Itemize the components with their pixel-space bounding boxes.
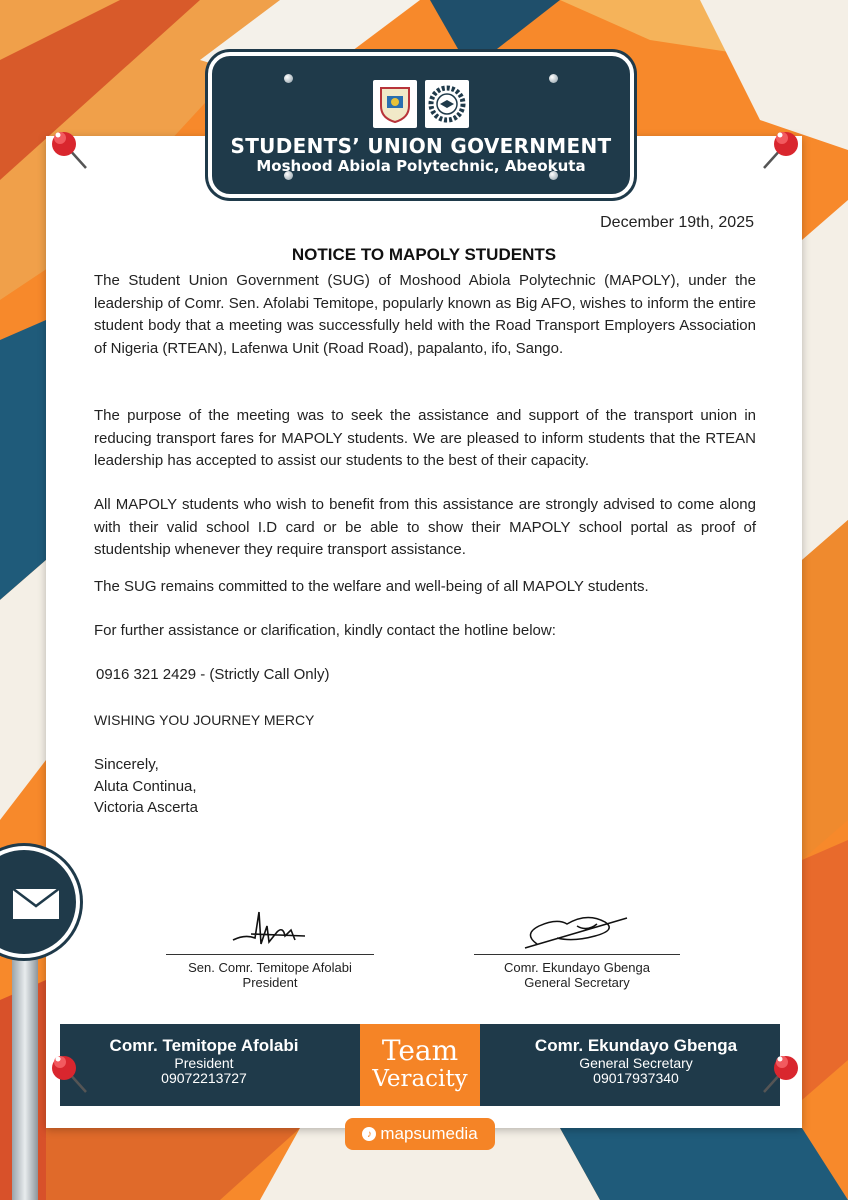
president-contact bbox=[74, 1038, 334, 1086]
header-title: STUDENTS’ UNION GOVERNMENT bbox=[230, 134, 612, 158]
signature-line bbox=[474, 954, 680, 955]
president-contact-name: Comr. Temitope Afolabi bbox=[109, 1036, 299, 1055]
sign-off bbox=[94, 754, 198, 819]
push-pin-icon bbox=[758, 122, 804, 172]
secretary-name: Comr. Ekundayo Gbenga bbox=[504, 960, 650, 975]
president-role: President bbox=[242, 975, 298, 990]
president-signature-block bbox=[166, 904, 374, 990]
secretary-contact-role: General Secretary bbox=[579, 1055, 693, 1071]
envelope-icon bbox=[10, 886, 62, 922]
tiktok-icon: ♪ bbox=[362, 1127, 376, 1141]
sign-off-line: Victoria Ascerta bbox=[94, 799, 198, 816]
team-word: Team bbox=[381, 1034, 459, 1067]
push-pin-icon bbox=[46, 122, 92, 172]
paragraph: The Student Union Government (SUG) of Moshood Abiola Polytechnic (MAPOLY), under the leadership of Comr. Sen. Afolabi Temitope, popularly known as Big AFO, wishes to inform the entire student body that a meeting was successfully held with the Road Transport Employers Association of Nigeria (RTEAN), Lafenwa Unit (Road Road), papalanto, ifo, Sango. bbox=[94, 272, 756, 357]
president-contact-role: President bbox=[174, 1055, 234, 1071]
contact-footer bbox=[60, 1024, 780, 1106]
signature-line bbox=[166, 954, 374, 955]
sug-header-banner bbox=[208, 52, 634, 198]
secretary-signature bbox=[517, 904, 637, 954]
closing-wishes: WISHING YOU JOURNEY MERCY bbox=[94, 712, 315, 728]
hotline-number: 0916 321 2429 - (Strictly Call Only) bbox=[96, 666, 330, 683]
secretary-signature-block bbox=[474, 904, 680, 990]
polytechnic-logo bbox=[425, 80, 469, 128]
push-pin-icon bbox=[46, 1046, 92, 1096]
team-veracity-badge bbox=[360, 1024, 480, 1106]
secretary-contact bbox=[506, 1038, 766, 1086]
secretary-contact-name: Comr. Ekundayo Gbenga bbox=[534, 1036, 738, 1055]
paragraph: All MAPOLY students who wish to benefit from this assistance are strongly advised to come along with their valid school I.D card or be able to show their MAPOLY school portal as proof of studentship whenever they require transport assistance. bbox=[94, 496, 756, 558]
sign-off-line: Aluta Continua, bbox=[94, 777, 197, 795]
signpost-pole bbox=[12, 958, 38, 1200]
paragraph: The purpose of the meeting was to seek the assistance and support of the transport union in reducing transport fares for MAPOLY students. We are pleased to inform students that the RTEAN leadership has accepted to assist our students to the best of their capacity. bbox=[94, 407, 756, 469]
paragraph: For further assistance or clarification, kindly contact the hotline below: bbox=[94, 622, 556, 639]
secretary-role: General Secretary bbox=[524, 975, 630, 990]
logo-row bbox=[212, 80, 630, 128]
paragraph: The SUG remains committed to the welfare and well-being of all MAPOLY students. bbox=[94, 578, 649, 595]
secretary-phone: 09017937340 bbox=[593, 1070, 679, 1086]
veracity-word: Veracity bbox=[372, 1066, 468, 1092]
media-tag bbox=[345, 1118, 495, 1150]
letter-body bbox=[94, 270, 756, 816]
media-handle: mapsumedia bbox=[380, 1124, 478, 1143]
president-phone: 09072213727 bbox=[161, 1070, 247, 1086]
push-pin-icon bbox=[758, 1046, 804, 1096]
president-signature bbox=[225, 904, 315, 954]
sug-logo bbox=[373, 80, 417, 128]
president-name: Sen. Comr. Temitope Afolabi bbox=[188, 960, 352, 975]
sign-off-line: Sincerely, bbox=[94, 756, 159, 773]
notice-title: NOTICE TO MAPOLY STUDENTS bbox=[291, 245, 557, 264]
header-subtitle: Moshood Abiola Polytechnic, Abeokuta bbox=[256, 157, 586, 175]
notice-date: December 19th, 2025 bbox=[600, 214, 754, 231]
